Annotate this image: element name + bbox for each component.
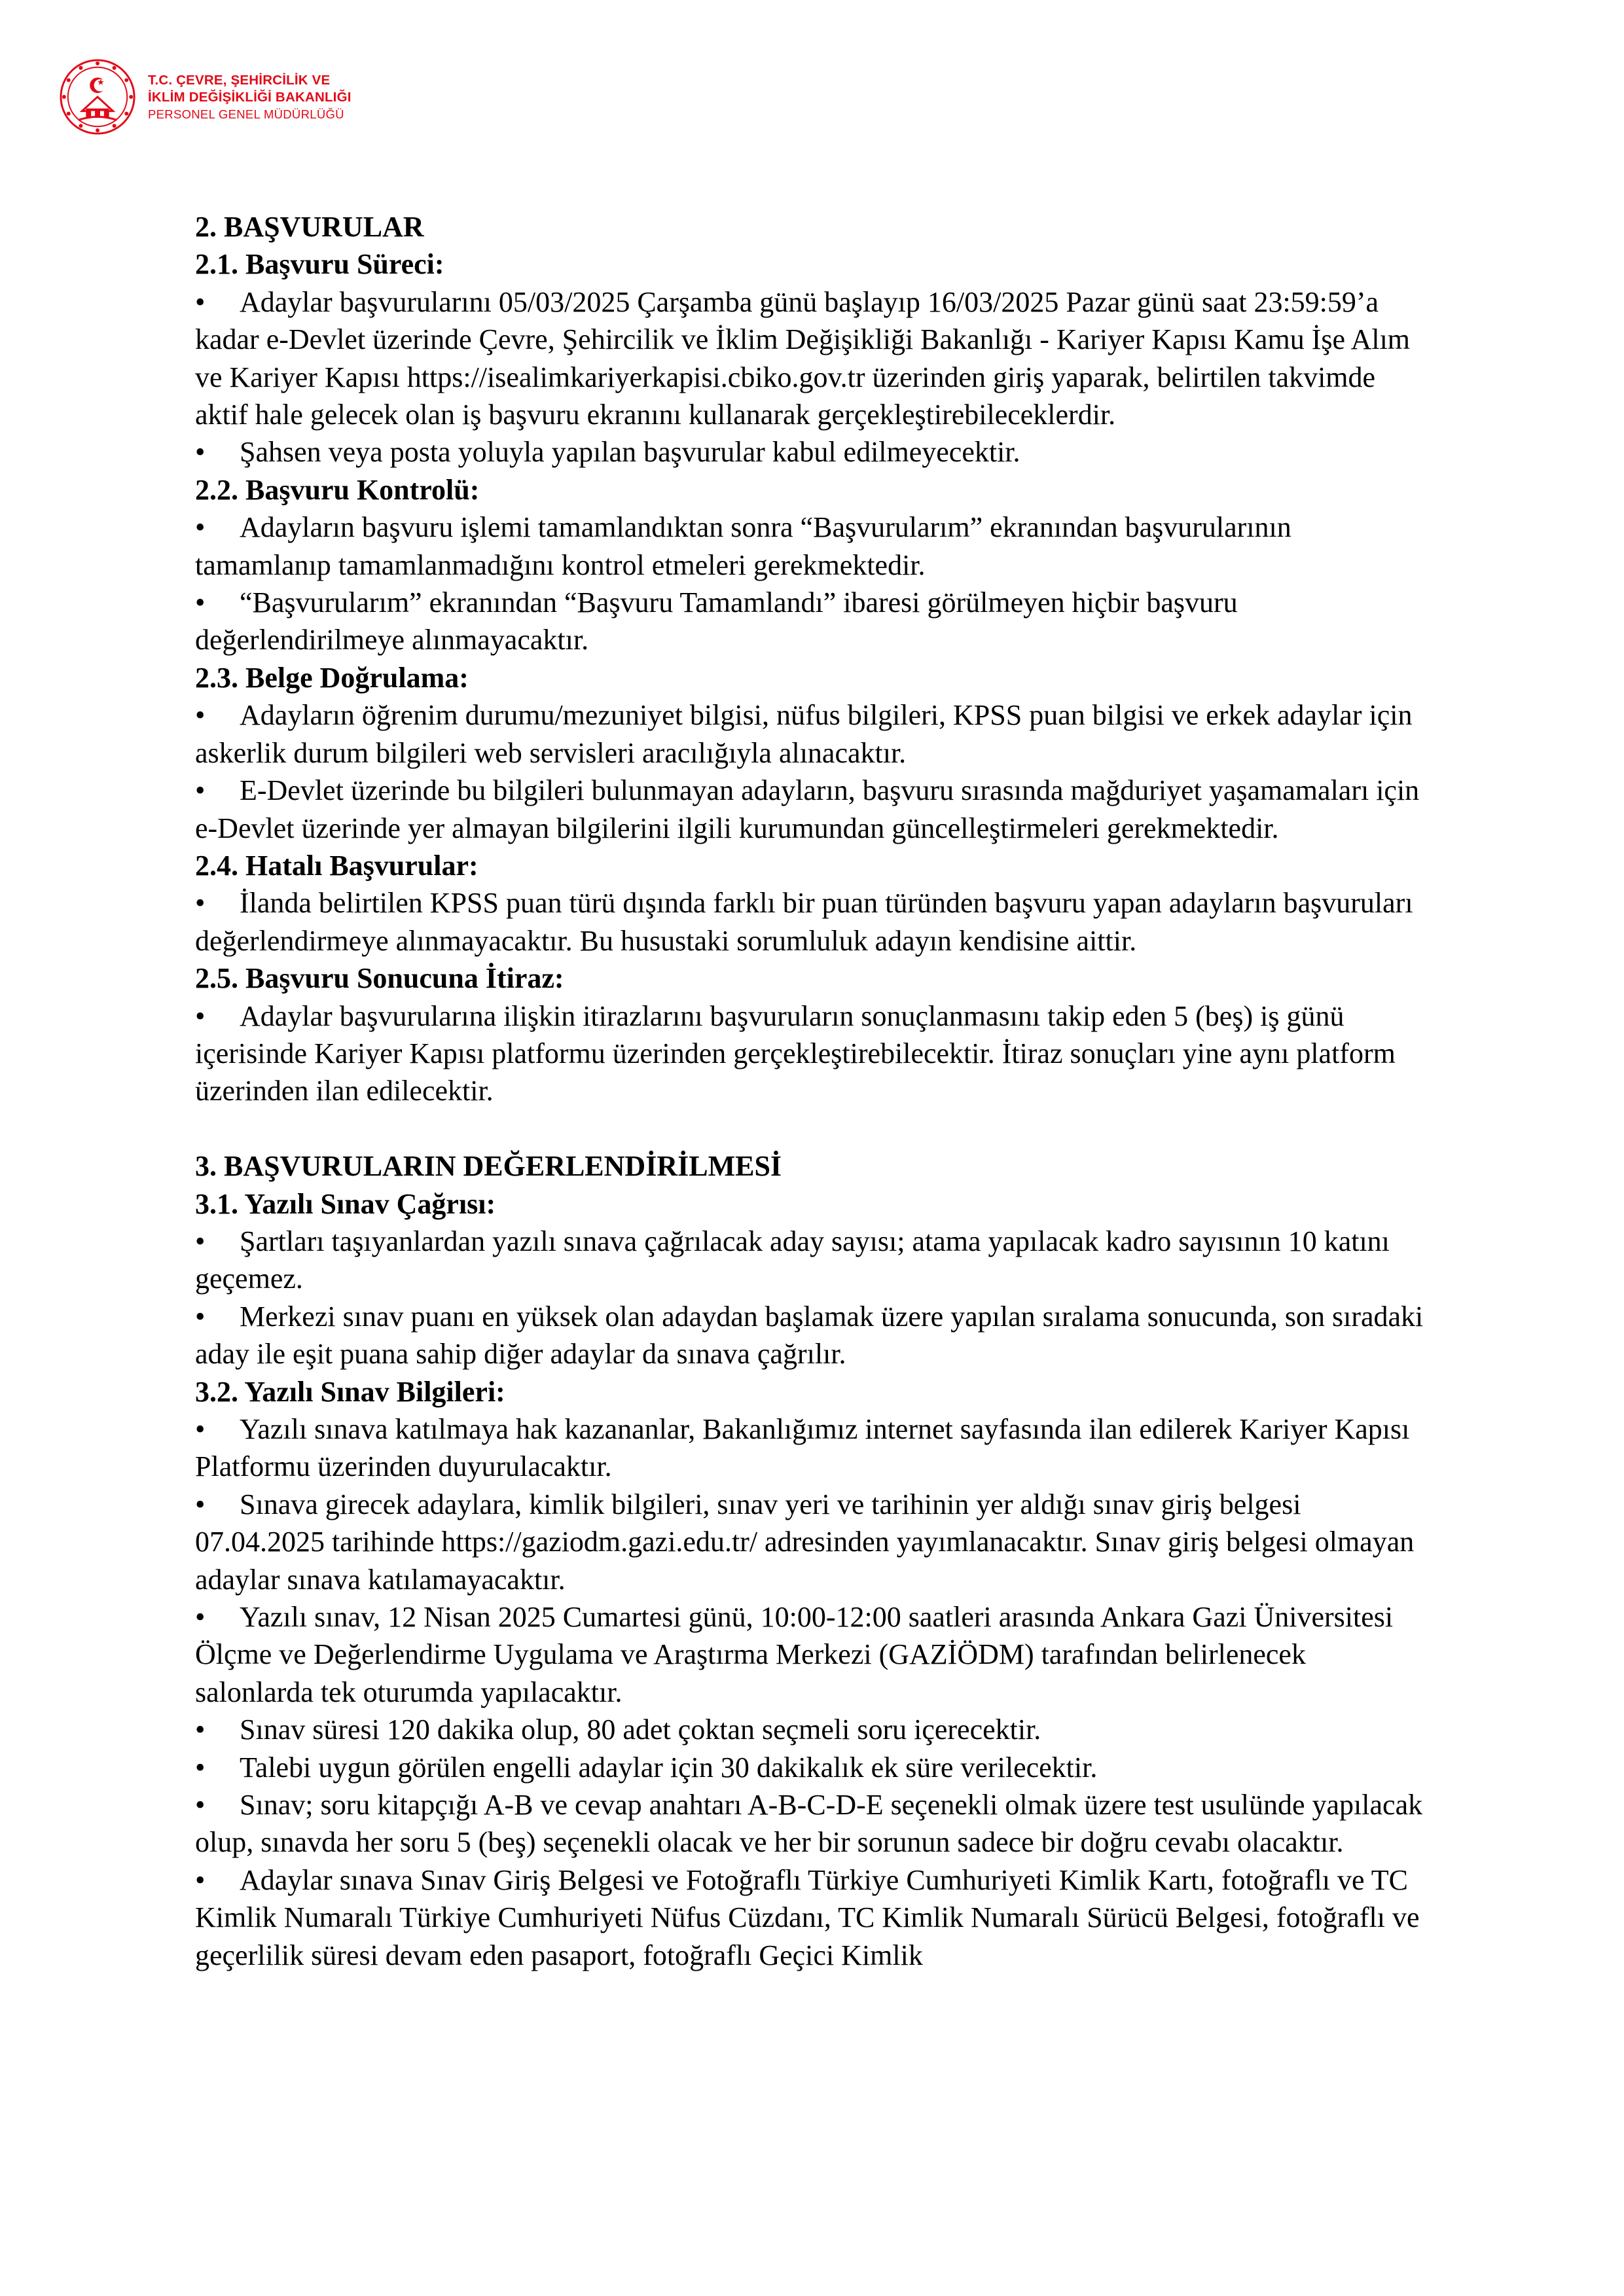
bullet-paragraph	[195, 1861, 1426, 1974]
bullet-paragraph	[195, 1298, 1426, 1373]
bullet-marker: •	[195, 1412, 206, 1445]
bullet-text: Sınava girecek adaylara, kimlik bilgileri, sınav yeri ve tarihinin yer aldığı sınav giriş belgesi 07.04.2025 tarihinde https://gaziodm.gazi.edu.tr/ adresinden yayımlanacaktır. Sınav giriş belgesi olmayan adaylar sınava katılamayacaktır.	[195, 1488, 1415, 1596]
bullet-marker: •	[195, 887, 206, 920]
bullet-paragraph	[195, 696, 1426, 772]
bullet-text: Şartları taşıyanlardan yazılı sınava çağrılacak aday sayısı; atama yapılacak kadro sayısının 10 katını geçemez.	[195, 1225, 1390, 1295]
bullet-marker: •	[195, 774, 206, 807]
ministry-name	[148, 72, 352, 122]
bullet-text: Adayların başvuru işlemi tamamlandıktan sonra “Başvurularım” ekranından başvurularının tamamlanıp tamamlanmadığını kontrol etmeleri gerekmektedir.	[195, 511, 1291, 581]
department-name: PERSONEL GENEL MÜDÜRLÜĞÜ	[148, 107, 344, 121]
bullet-text: Yazılı sınav, 12 Nisan 2025 Cumartesi günü, 10:00-12:00 saatleri arasında Ankara Gazi Üniversitesi Ölçme ve Değerlendirme Uygulama ve Araştırma Merkezi (GAZİÖDM) tarafından belirlenecek salonlarda tek oturumda yapılacaktır.	[195, 1601, 1394, 1708]
bullet-marker: •	[195, 1488, 206, 1520]
bullet-paragraph	[195, 884, 1426, 960]
bullet-marker: •	[195, 511, 206, 544]
ministry-name-line1: T.C. ÇEVRE, ŞEHİRCİLİK VE	[148, 72, 331, 88]
bullet-text: Yazılı sınava katılmaya hak kazananlar, Bakanlığımız internet sayfasında ilan edilerek Kariyer Kapısı Platformu üzerinden duyurulacaktır.	[195, 1412, 1410, 1483]
bullet-paragraph	[195, 1749, 1426, 1786]
subsection-heading: 3.1. Yazılı Sınav Çağrısı:	[195, 1187, 496, 1220]
bullet-marker: •	[195, 1300, 206, 1333]
bullet-text: Sınav süresi 120 dakika olup, 80 adet çoktan seçmeli soru içerecektir.	[240, 1713, 1041, 1746]
bullet-text: Şahsen veya posta yoluyla yapılan başvurular kabul edilmeyecektir.	[240, 436, 1020, 469]
bullet-text: E-Devlet üzerinde bu bilgileri bulunmayan adayların, başvuru sırasında mağduriyet yaşamamaları için e-Devlet üzerinde yer almayan bilgilerini ilgili kurumundan güncelleştirmeleri gerekmektedir.	[195, 774, 1420, 844]
bullet-marker: •	[195, 436, 206, 469]
bullet-paragraph	[195, 772, 1426, 847]
bullet-marker: •	[195, 699, 206, 732]
bullet-paragraph	[195, 997, 1426, 1110]
document-body	[195, 208, 1426, 1974]
bullet-text: Merkezi sınav puanı en yüksek olan adaydan başlamak üzere yapılan sıralama sonucunda, son sıradaki aday ile eşit puana sahip diğer adaylar da sınava çağrılır.	[195, 1300, 1424, 1371]
bullet-text: İlanda belirtilen KPSS puan türü dışında farklı bir puan türünden başvuru yapan adayların başvuruları değerlendirmeye alınmayacaktır. Bu husustaki sorumluluk adayın kendisine aittir.	[195, 887, 1413, 957]
bullet-marker: •	[195, 586, 206, 619]
subsection-heading: 2.2. Başvuru Kontrolü:	[195, 473, 480, 506]
bullet-paragraph	[195, 1410, 1426, 1486]
subsection-heading: 2.5. Başvuru Sonucuna İtiraz:	[195, 962, 564, 995]
section-heading: 3. BAŞVURULARIN DEĞERLENDİRİLMESİ	[195, 1150, 782, 1183]
bullet-paragraph	[195, 433, 1426, 471]
subsection-heading: 2.1. Başvuru Süreci:	[195, 248, 444, 281]
bullet-text: “Başvurularım” ekranından “Başvuru Tamamlandı” ibaresi görülmeyen hiçbir başvuru değerlendirilmeye alınmayacaktır.	[195, 586, 1238, 656]
section-spacer	[195, 1110, 1426, 1147]
bullet-paragraph	[195, 1598, 1426, 1711]
bullet-marker: •	[195, 1863, 206, 1896]
bullet-marker: •	[195, 1713, 206, 1746]
bullet-paragraph	[195, 1711, 1426, 1748]
bullet-paragraph	[195, 1223, 1426, 1298]
subsection-heading: 2.4. Hatalı Başvurular:	[195, 849, 478, 882]
bullet-paragraph	[195, 584, 1426, 659]
bullet-paragraph	[195, 509, 1426, 584]
ministry-seal-logo	[59, 58, 136, 135]
subsection-heading: 3.2. Yazılı Sınav Bilgileri:	[195, 1375, 505, 1408]
subsection-heading: 2.3. Belge Doğrulama:	[195, 661, 469, 694]
bullet-marker: •	[195, 1789, 206, 1821]
bullet-marker: •	[195, 1601, 206, 1634]
bullet-text: Adaylar başvurularını 05/03/2025 Çarşamba günü başlayıp 16/03/2025 Pazar günü saat 23:59:59’a kadar e-Devlet üzerinde Çevre, Şehircilik ve İklim Değişikliği Bakanlığı - Kariyer Kapısı Kamu İşe Alım ve Kariyer Kapısı https://isealimkariyerkapisi.cbiko.gov.tr üzerinden giriş yaparak, belirtilen takvimde aktif hale gelecek olan iş başvuru ekranını kullanarak gerçekleştirebileceklerdir.	[195, 285, 1411, 431]
bullet-text: Sınav; soru kitapçığı A-B ve cevap anahtarı A-B-C-D-E seçenekli olmak üzere test usulünde yapılacak olup, sınavda her soru 5 (beş) seçenekli olacak ve her bir sorunun sadece bir doğru cevabı olacaktır.	[195, 1789, 1423, 1859]
bullet-marker: •	[195, 1751, 206, 1784]
ministry-name-line2: İKLİM DEĞİŞİKLİĞİ BAKANLIĞI	[148, 89, 352, 105]
bullet-paragraph	[195, 1786, 1426, 1861]
bullet-text: Talebi uygun görülen engelli adaylar için 30 dakikalık ek süre verilecektir.	[240, 1751, 1098, 1784]
bullet-text: Adaylar sınava Sınav Giriş Belgesi ve Fotoğraflı Türkiye Cumhuriyeti Kimlik Kartı, fotoğraflı ve TC Kimlik Numaralı Türkiye Cumhuriyeti Nüfus Cüzdanı, TC Kimlik Numaralı Sürücü Belgesi, fotoğraflı ve geçerlilik süresi devam eden pasaport, fotoğraflı Geçici Kimlik	[195, 1863, 1420, 1971]
bullet-paragraph	[195, 1486, 1426, 1598]
bullet-marker: •	[195, 285, 206, 318]
bullet-text: Adaylar başvurularına ilişkin itirazlarını başvuruların sonuçlanmasını takip eden 5 (beş) iş günü içerisinde Kariyer Kapısı platformu üzerinden gerçekleştirebilecektir. İtiraz sonuçları yine aynı platform üzerinden ilan edilecektir.	[195, 999, 1396, 1107]
section-heading: 2. BAŞVURULAR	[195, 211, 424, 243]
letterhead	[59, 58, 352, 136]
bullet-text: Adayların öğrenim durumu/mezuniyet bilgisi, nüfus bilgileri, KPSS puan bilgisi ve erkek adaylar için askerlik durum bilgileri web servisleri aracılığıyla alınacaktır.	[195, 699, 1413, 769]
bullet-paragraph	[195, 283, 1426, 434]
bullet-marker: •	[195, 999, 206, 1032]
bullet-marker: •	[195, 1225, 206, 1257]
